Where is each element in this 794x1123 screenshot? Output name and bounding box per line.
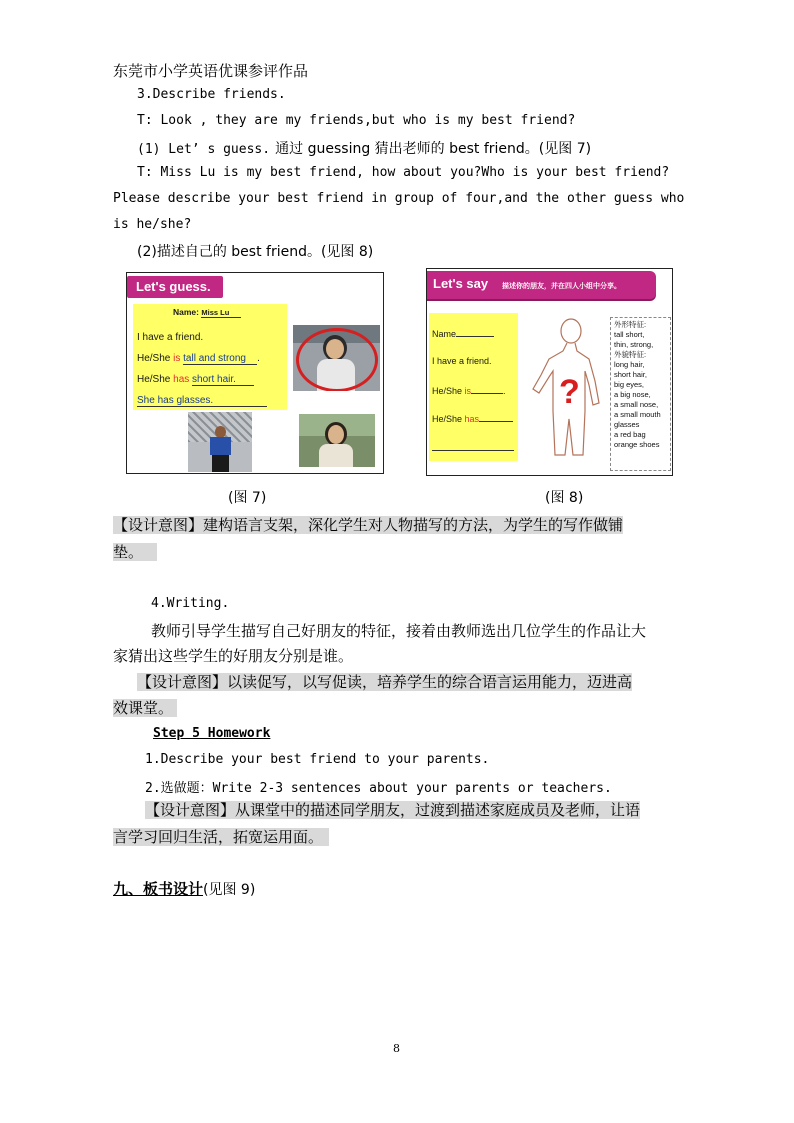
fig7-line-2-verb: is <box>173 353 181 364</box>
fig8-person-outline-icon <box>527 315 603 461</box>
fig8-line-3-verb: has <box>464 414 480 424</box>
fig7-line-3 <box>137 374 254 386</box>
figure-8-lets-say <box>426 268 673 476</box>
fig7-man-photo <box>188 412 252 472</box>
fig8-feature-item: a small nose, <box>614 400 659 409</box>
fig7-line-4 <box>137 395 267 407</box>
fig7-line-3-verb: has <box>173 374 190 385</box>
fig8-feature-item: a big nose, <box>614 390 651 399</box>
fig8-feature-item: tall short, <box>614 330 645 339</box>
design-intent-2-line-2 <box>113 697 177 718</box>
fig8-blank-line <box>432 450 514 451</box>
fig7-line-2-prefix: He/She <box>137 353 174 364</box>
fig8-feature-item: long hair, <box>614 360 645 369</box>
section-9-ref: (见图 9) <box>203 882 256 898</box>
writing-desc-line-2: 家猜出这些学生的好朋友分别是谁。 <box>113 647 354 665</box>
document-header: 东莞市小学英语优课参评作品 <box>113 62 309 80</box>
figure-7-caption: (图 7) <box>228 490 267 506</box>
design-intent-3-line-2 <box>113 826 329 847</box>
fig7-line-2-fill: tall and strong <box>183 353 257 365</box>
design-intent-2-text-a: 【设计意图】以读促写，以写促读，培养学生的综合语言运用能力，迈进高 <box>137 673 633 691</box>
fig8-feature-item: a red bag <box>614 430 646 439</box>
design-intent-2-text-b: 效课堂。 <box>113 699 177 717</box>
fig7-teacher-photo <box>293 325 380 391</box>
section-writing: 4.Writing. <box>151 596 230 611</box>
fig8-feature-item: short hair, <box>614 370 647 379</box>
step-5-homework-heading: Step 5 Homework <box>153 726 271 741</box>
writing-desc-line-1: 教师引导学生描写自己好朋友的特征，接着由教师选出几位学生的作品让大 <box>151 622 647 640</box>
design-intent-3-text-a: 【设计意图】从课堂中的描述同学朋友，过渡到描述家庭成员及老师，让语 <box>145 801 641 819</box>
page-number: 8 <box>393 1042 400 1055</box>
fig8-name-label: Name <box>432 329 457 339</box>
section-describe-friends: 3.Describe friends. <box>137 87 286 102</box>
guess-line-prefix: (1) Let’ s guess. <box>137 142 271 157</box>
fig7-name-label: Name: <box>173 307 199 317</box>
fig7-yellow-card <box>133 304 287 410</box>
fig7-name-value: Miss Lu <box>201 308 241 318</box>
teacher-line-1: T: Look , they are my friends,but who is my best friend? <box>137 113 576 128</box>
design-intent-1-text-a: 【设计意图】建构语言支架，深化学生对人物描写的方法，为学生的写作做铺 <box>113 516 624 534</box>
fig8-line-2-verb: is <box>464 386 472 396</box>
teacher-line-2b: Please describe your best friend in group of four,and the other guess who <box>113 191 685 206</box>
fig8-name-line <box>432 327 494 339</box>
design-intent-1-line-2 <box>113 541 157 562</box>
fig7-line-4-text: She has glasses. <box>137 395 267 407</box>
fig8-feature-item: glasses <box>614 420 640 429</box>
fig7-line-3-prefix: He/She <box>137 374 174 385</box>
fig8-feature-item: a small mouth <box>614 410 661 419</box>
fig8-feature-item: big eyes, <box>614 380 645 389</box>
design-intent-3-text-b: 言学习回归生活，拓宽运用面。 <box>113 828 329 846</box>
fig8-features-list <box>610 317 671 471</box>
fig7-line-1: I have a friend. <box>137 332 204 343</box>
homework-item-2: 2.选做题：Write 2-3 sentences about your parents or teachers. <box>145 781 612 796</box>
describe-self-line: (2)描述自己的 best friend。(见图 8) <box>137 244 374 260</box>
teacher-line-2c: is he/she? <box>113 217 192 232</box>
fig8-question-mark: ? <box>559 373 580 411</box>
fig8-banner <box>427 271 656 299</box>
fig7-woman-photo <box>299 414 375 467</box>
design-intent-1-text-b: 垫。 <box>113 543 157 561</box>
fig8-line-2-prefix: He/She <box>432 386 465 396</box>
section-9-heading <box>113 878 255 899</box>
fig7-line-3-fill: short hair. <box>192 374 254 386</box>
fig8-feature-item: thin, strong, <box>614 340 654 349</box>
fig8-line-1: I have a friend. <box>432 356 492 366</box>
homework-item-1: 1.Describe your best friend to your parents. <box>145 752 490 767</box>
guess-line-rest: 通过 guessing 猜出老师的 best friend。(见图 7) <box>275 141 592 157</box>
fig8-feature-item: orange shoes <box>614 440 660 449</box>
fig8-feature-item: 外形特征: <box>614 320 647 329</box>
fig7-line-2 <box>137 353 260 365</box>
fig8-banner-title: Let's say <box>433 276 489 291</box>
design-intent-3-line-1 <box>145 799 640 820</box>
fig8-feature-item: 外貌特征: <box>614 350 647 359</box>
figure-7-lets-guess <box>126 272 384 474</box>
design-intent-1-line-1 <box>113 514 623 535</box>
fig7-name-line <box>173 307 241 318</box>
fig7-banner: Let's guess. <box>127 276 223 298</box>
fig8-yellow-card <box>429 313 518 461</box>
fig7-line-2-end: . <box>257 353 260 364</box>
fig8-banner-subtitle: 描述你的朋友，并在四人小组中分享。 <box>502 282 621 290</box>
figure-8-caption: (图 8) <box>545 490 584 506</box>
guess-line <box>137 138 591 158</box>
fig8-line-2: He/She is . <box>432 386 506 396</box>
fig8-line-3 <box>432 412 513 424</box>
design-intent-2-line-1 <box>137 671 632 692</box>
fig8-line-3-prefix: He/She <box>432 414 465 424</box>
teacher-line-2: T: Miss Lu is my best friend, how about you?Who is your best friend? <box>137 165 670 180</box>
section-9-title: 九、板书设计 <box>113 880 204 898</box>
